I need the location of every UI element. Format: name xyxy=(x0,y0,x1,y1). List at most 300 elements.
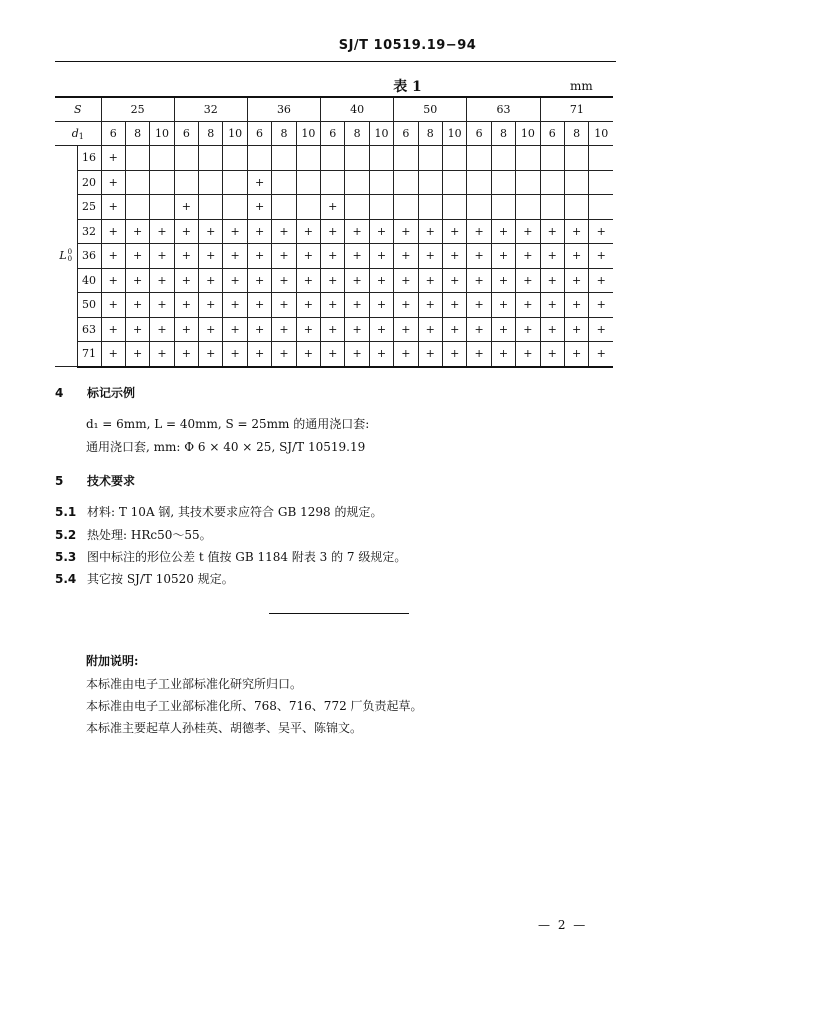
availability-cell xyxy=(296,170,320,195)
plus-mark: + xyxy=(132,224,143,238)
section-5-heading: 5 技术要求 xyxy=(55,474,136,488)
plus-mark: + xyxy=(108,200,118,214)
plus-mark: + xyxy=(132,249,143,263)
plus-mark: + xyxy=(108,224,118,238)
s-value-header: 40 xyxy=(321,97,394,122)
plus-mark: + xyxy=(450,249,460,263)
availability-cell xyxy=(125,293,149,318)
d-value-header: 8 xyxy=(491,122,515,146)
s-value-header: 32 xyxy=(174,97,247,122)
plus-mark: + xyxy=(108,273,118,287)
plus-mark: + xyxy=(328,273,338,287)
table-row xyxy=(55,195,613,220)
plus-mark: + xyxy=(376,347,387,361)
availability-cell xyxy=(516,244,540,269)
plus-mark: + xyxy=(254,249,265,263)
availability-cell xyxy=(296,317,320,342)
table-row xyxy=(55,244,613,269)
availability-cell xyxy=(199,244,223,269)
plus-mark: + xyxy=(181,200,191,214)
plus-mark: + xyxy=(328,322,338,336)
plus-mark: + xyxy=(254,298,265,312)
availability-cell xyxy=(418,293,442,318)
plus-mark: + xyxy=(425,347,435,361)
availability-cell xyxy=(394,244,418,269)
availability-cell xyxy=(442,244,466,269)
plus-mark: + xyxy=(425,322,435,336)
plus-mark: + xyxy=(596,322,606,336)
availability-cell xyxy=(369,219,393,244)
plus-mark: + xyxy=(230,298,240,312)
availability-cell xyxy=(394,268,418,293)
d-value-header: 6 xyxy=(247,122,271,146)
availability-cell xyxy=(150,195,174,220)
plus-mark: + xyxy=(108,249,118,263)
plus-mark: + xyxy=(401,249,411,263)
availability-cell xyxy=(321,195,345,220)
plus-mark: + xyxy=(303,249,313,263)
availability-cell xyxy=(272,146,296,171)
availability-cell xyxy=(223,317,247,342)
plus-mark: + xyxy=(279,224,289,238)
availability-cell xyxy=(247,219,271,244)
availability-cell xyxy=(345,342,369,367)
availability-cell xyxy=(467,219,491,244)
plus-mark: + xyxy=(254,224,265,238)
plus-mark: + xyxy=(474,298,484,312)
availability-cell xyxy=(369,317,393,342)
l-value-cell: 25 xyxy=(77,195,101,220)
plus-mark: + xyxy=(279,298,289,312)
availability-cell xyxy=(491,268,515,293)
plus-mark: + xyxy=(157,347,167,361)
plus-mark: + xyxy=(572,298,582,312)
availability-cell xyxy=(296,342,320,367)
plus-mark: + xyxy=(157,249,167,263)
availability-cell xyxy=(540,146,564,171)
plus-mark: + xyxy=(474,322,484,336)
availability-cell xyxy=(321,244,345,269)
l-value-cell: 16 xyxy=(77,146,101,171)
plus-mark: + xyxy=(254,273,265,287)
plus-mark: + xyxy=(254,175,265,189)
availability-cell xyxy=(418,170,442,195)
availability-cell xyxy=(369,342,393,367)
plus-mark: + xyxy=(132,273,143,287)
plus-mark: + xyxy=(596,224,606,238)
d-value-header: 8 xyxy=(199,122,223,146)
availability-cell xyxy=(321,317,345,342)
plus-mark: + xyxy=(547,298,557,312)
plus-mark: + xyxy=(523,273,533,287)
availability-cell xyxy=(150,293,174,318)
availability-cell xyxy=(589,219,613,244)
availability-cell xyxy=(174,146,198,171)
availability-cell xyxy=(345,244,369,269)
separator-rule xyxy=(269,613,409,614)
availability-cell xyxy=(345,219,369,244)
plus-mark: + xyxy=(181,273,191,287)
plus-mark: + xyxy=(523,347,533,361)
requirement-5-3: 5.3 图中标注的形位公差 t 值按 GB 1184 附表 3 的 7 级规定。 xyxy=(55,550,407,564)
availability-cell xyxy=(394,342,418,367)
availability-cell xyxy=(247,195,271,220)
plus-mark: + xyxy=(303,298,313,312)
availability-cell xyxy=(174,268,198,293)
plus-mark: + xyxy=(572,322,582,336)
availability-cell xyxy=(491,170,515,195)
availability-cell xyxy=(223,219,247,244)
plus-mark: + xyxy=(596,347,606,361)
availability-cell xyxy=(223,268,247,293)
plus-mark: + xyxy=(547,249,557,263)
availability-cell xyxy=(345,268,369,293)
d-value-header: 6 xyxy=(467,122,491,146)
s-header-label: S xyxy=(55,97,101,122)
availability-cell xyxy=(199,293,223,318)
availability-cell xyxy=(442,268,466,293)
table-row xyxy=(55,293,613,318)
availability-cell xyxy=(174,293,198,318)
availability-cell xyxy=(199,219,223,244)
availability-cell xyxy=(418,268,442,293)
plus-mark: + xyxy=(596,249,606,263)
availability-cell xyxy=(125,268,149,293)
plus-mark: + xyxy=(547,273,557,287)
availability-cell xyxy=(150,146,174,171)
availability-cell xyxy=(418,219,442,244)
availability-cell xyxy=(223,244,247,269)
availability-cell xyxy=(101,293,125,318)
plus-mark: + xyxy=(547,322,557,336)
availability-cell xyxy=(564,170,588,195)
availability-cell xyxy=(442,146,466,171)
plus-mark: + xyxy=(254,200,265,214)
plus-mark: + xyxy=(425,249,435,263)
plus-mark: + xyxy=(401,322,411,336)
availability-cell xyxy=(491,195,515,220)
requirement-5-1: 5.1 材料: T 10A 钢, 其技术要求应符合 GB 1298 的规定。 xyxy=(55,505,383,519)
plus-mark: + xyxy=(230,322,240,336)
availability-cell xyxy=(223,195,247,220)
plus-mark: + xyxy=(376,298,387,312)
plus-mark: + xyxy=(254,347,265,361)
plus-mark: + xyxy=(181,322,191,336)
availability-cell xyxy=(125,170,149,195)
plus-mark: + xyxy=(206,298,216,312)
s-value-header: 71 xyxy=(540,97,613,122)
availability-cell xyxy=(589,146,613,171)
availability-cell xyxy=(174,244,198,269)
availability-cell xyxy=(540,170,564,195)
plus-mark: + xyxy=(498,224,509,238)
d-value-header: 8 xyxy=(125,122,149,146)
table-title: 表 1 xyxy=(393,79,422,95)
availability-cell xyxy=(491,317,515,342)
availability-cell xyxy=(101,268,125,293)
plus-mark: + xyxy=(425,273,435,287)
availability-cell xyxy=(516,146,540,171)
plus-mark: + xyxy=(498,273,509,287)
availability-cell xyxy=(321,170,345,195)
plus-mark: + xyxy=(401,298,411,312)
plus-mark: + xyxy=(352,273,362,287)
plus-mark: + xyxy=(376,224,387,238)
availability-cell xyxy=(516,342,540,367)
plus-mark: + xyxy=(157,298,167,312)
plus-mark: + xyxy=(181,249,191,263)
l-value-cell: 71 xyxy=(77,342,101,367)
d-value-header: 10 xyxy=(442,122,466,146)
plus-mark: + xyxy=(230,273,240,287)
plus-mark: + xyxy=(328,249,338,263)
availability-cell xyxy=(150,342,174,367)
availability-cell xyxy=(150,170,174,195)
plus-mark: + xyxy=(547,347,557,361)
plus-mark: + xyxy=(498,347,509,361)
availability-cell xyxy=(442,293,466,318)
availability-cell xyxy=(589,317,613,342)
plus-mark: + xyxy=(303,322,313,336)
d-header-row xyxy=(55,122,613,146)
availability-cell xyxy=(223,170,247,195)
availability-cell xyxy=(125,342,149,367)
table-row xyxy=(55,219,613,244)
availability-cell xyxy=(125,195,149,220)
availability-cell xyxy=(272,317,296,342)
d-value-header: 8 xyxy=(418,122,442,146)
note-line-3: 本标准主要起草人孙桂英、胡德孝、吴平、陈锦文。 xyxy=(86,721,363,735)
availability-cell xyxy=(369,195,393,220)
plus-mark: + xyxy=(425,298,435,312)
plus-mark: + xyxy=(132,347,143,361)
plus-mark: + xyxy=(254,322,265,336)
availability-cell xyxy=(345,293,369,318)
plus-mark: + xyxy=(157,273,167,287)
marking-example-line-1: d₁ = 6mm, L = 40mm, S = 25mm 的通用浇口套: xyxy=(86,417,370,431)
availability-cell xyxy=(296,195,320,220)
availability-cell xyxy=(199,268,223,293)
d-header-label: $d_1$ xyxy=(55,122,101,146)
plus-mark: + xyxy=(474,224,484,238)
availability-cell xyxy=(101,219,125,244)
availability-cell xyxy=(272,219,296,244)
availability-cell xyxy=(296,219,320,244)
marking-example-line-2: 通用浇口套, mm: Φ 6 × 40 × 25, SJ/T 10519.19 xyxy=(86,440,366,454)
plus-mark: + xyxy=(450,273,460,287)
plus-mark: + xyxy=(206,224,216,238)
availability-cell xyxy=(199,342,223,367)
plus-mark: + xyxy=(206,347,216,361)
availability-cell xyxy=(394,219,418,244)
table-row xyxy=(55,170,613,195)
availability-cell xyxy=(125,146,149,171)
plus-mark: + xyxy=(108,322,118,336)
d-value-header: 8 xyxy=(345,122,369,146)
plus-mark: + xyxy=(474,273,484,287)
availability-cell xyxy=(516,317,540,342)
availability-cell xyxy=(150,268,174,293)
d-value-header: 10 xyxy=(150,122,174,146)
l-value-cell: 63 xyxy=(77,317,101,342)
dimension-table xyxy=(55,96,613,368)
note-line-1: 本标准由电子工业部标准化研究所归口。 xyxy=(86,677,303,691)
plus-mark: + xyxy=(132,322,143,336)
plus-mark: + xyxy=(352,224,362,238)
availability-cell xyxy=(516,219,540,244)
table-row xyxy=(55,146,613,171)
availability-cell xyxy=(101,195,125,220)
plus-mark: + xyxy=(206,249,216,263)
availability-cell xyxy=(589,195,613,220)
plus-mark: + xyxy=(547,224,557,238)
availability-cell xyxy=(394,146,418,171)
availability-cell xyxy=(125,317,149,342)
table-row xyxy=(55,342,613,367)
availability-cell xyxy=(516,293,540,318)
availability-cell xyxy=(589,268,613,293)
availability-cell xyxy=(540,219,564,244)
availability-cell xyxy=(369,268,393,293)
d-value-header: 8 xyxy=(564,122,588,146)
plus-mark: + xyxy=(596,273,606,287)
availability-cell xyxy=(345,146,369,171)
plus-mark: + xyxy=(279,322,289,336)
plus-mark: + xyxy=(181,298,191,312)
availability-cell xyxy=(296,293,320,318)
plus-mark: + xyxy=(352,347,362,361)
availability-cell xyxy=(247,170,271,195)
availability-cell xyxy=(467,317,491,342)
l-value-cell: 50 xyxy=(77,293,101,318)
plus-mark: + xyxy=(279,347,289,361)
availability-cell xyxy=(272,170,296,195)
availability-cell xyxy=(467,170,491,195)
availability-cell xyxy=(101,342,125,367)
availability-cell xyxy=(516,195,540,220)
availability-cell xyxy=(345,170,369,195)
plus-mark: + xyxy=(401,273,411,287)
availability-cell xyxy=(491,244,515,269)
availability-cell xyxy=(247,244,271,269)
availability-cell xyxy=(321,268,345,293)
availability-cell xyxy=(394,195,418,220)
availability-cell xyxy=(564,244,588,269)
availability-cell xyxy=(199,195,223,220)
availability-cell xyxy=(223,293,247,318)
plus-mark: + xyxy=(157,224,167,238)
s-value-header: 50 xyxy=(394,97,467,122)
d-value-header: 10 xyxy=(589,122,613,146)
availability-cell xyxy=(442,170,466,195)
note-line-2: 本标准由电子工业部标准化所、768、716、772 厂负责起草。 xyxy=(86,699,423,713)
availability-cell xyxy=(564,268,588,293)
availability-cell xyxy=(491,219,515,244)
availability-cell xyxy=(174,170,198,195)
plus-mark: + xyxy=(596,298,606,312)
availability-cell xyxy=(247,317,271,342)
plus-mark: + xyxy=(352,298,362,312)
availability-cell xyxy=(150,219,174,244)
availability-cell xyxy=(394,293,418,318)
d-value-header: 10 xyxy=(516,122,540,146)
availability-cell xyxy=(199,146,223,171)
s-header-row xyxy=(55,97,613,122)
availability-cell xyxy=(442,219,466,244)
availability-cell xyxy=(540,342,564,367)
availability-cell xyxy=(247,268,271,293)
availability-cell xyxy=(199,170,223,195)
plus-mark: + xyxy=(523,298,533,312)
plus-mark: + xyxy=(450,224,460,238)
availability-cell xyxy=(491,342,515,367)
s-value-header: 36 xyxy=(247,97,320,122)
availability-cell xyxy=(321,146,345,171)
availability-cell xyxy=(564,342,588,367)
plus-mark: + xyxy=(230,347,240,361)
availability-cell xyxy=(589,342,613,367)
availability-cell xyxy=(199,317,223,342)
availability-cell xyxy=(345,317,369,342)
availability-cell xyxy=(418,342,442,367)
availability-cell xyxy=(223,146,247,171)
availability-cell xyxy=(174,219,198,244)
requirement-5-4: 5.4 其它按 SJ/T 10520 规定。 xyxy=(55,572,234,586)
plus-mark: + xyxy=(132,298,143,312)
availability-cell xyxy=(467,195,491,220)
availability-cell xyxy=(589,244,613,269)
s-value-header: 25 xyxy=(101,97,174,122)
availability-cell xyxy=(223,342,247,367)
plus-mark: + xyxy=(450,322,460,336)
availability-cell xyxy=(101,317,125,342)
availability-cell xyxy=(516,268,540,293)
plus-mark: + xyxy=(498,298,509,312)
plus-mark: + xyxy=(450,298,460,312)
plus-mark: + xyxy=(279,273,289,287)
l-value-cell: 20 xyxy=(77,170,101,195)
availability-cell xyxy=(394,317,418,342)
plus-mark: + xyxy=(523,249,533,263)
availability-cell xyxy=(467,268,491,293)
plus-mark: + xyxy=(572,249,582,263)
d-value-header: 6 xyxy=(540,122,564,146)
plus-mark: + xyxy=(303,273,313,287)
plus-mark: + xyxy=(523,224,533,238)
plus-mark: + xyxy=(376,273,387,287)
plus-mark: + xyxy=(108,151,118,165)
page-number: — 2 — xyxy=(538,918,588,932)
availability-cell xyxy=(564,146,588,171)
availability-cell xyxy=(101,146,125,171)
availability-cell xyxy=(467,244,491,269)
plus-mark: + xyxy=(572,347,582,361)
availability-cell xyxy=(272,293,296,318)
availability-cell xyxy=(418,317,442,342)
availability-cell xyxy=(467,146,491,171)
availability-cell xyxy=(296,244,320,269)
plus-mark: + xyxy=(181,347,191,361)
availability-cell xyxy=(564,293,588,318)
table-unit: mm xyxy=(570,79,593,93)
availability-cell xyxy=(540,244,564,269)
availability-cell xyxy=(442,195,466,220)
plus-mark: + xyxy=(230,224,240,238)
availability-cell xyxy=(369,244,393,269)
plus-mark: + xyxy=(108,298,118,312)
d-value-header: 10 xyxy=(296,122,320,146)
table-row xyxy=(55,317,613,342)
